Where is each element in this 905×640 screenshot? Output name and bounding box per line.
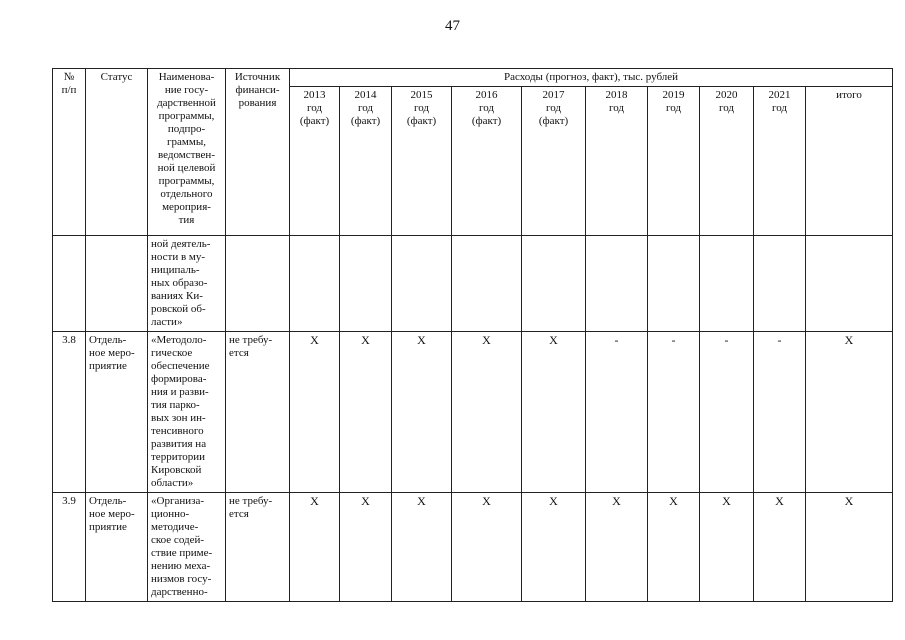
table-header-row <box>53 69 893 87</box>
cell-value: Х <box>290 332 340 493</box>
cell-value: Х <box>648 493 700 602</box>
cell-value <box>452 236 522 332</box>
cell-source <box>226 236 290 332</box>
cell-value: Х <box>586 493 648 602</box>
cell-value: Х <box>340 332 392 493</box>
cell-value <box>754 236 806 332</box>
cell-value <box>700 236 754 332</box>
cell-value <box>340 236 392 332</box>
cell-name: «Методоло- гическое обеспечение формирова- ния и разви- тия парко- вых зон ин- тенсивного развития на территории Кировской области» <box>148 332 226 493</box>
header-year: 2021 год <box>754 87 806 236</box>
cell-value <box>290 236 340 332</box>
cell-value <box>392 236 452 332</box>
header-year: 2016 год (факт) <box>452 87 522 236</box>
header-expenses: Расходы (прогноз, факт), тыс. рублей <box>290 69 893 87</box>
cell-value: Х <box>522 493 586 602</box>
header-year: 2017 год (факт) <box>522 87 586 236</box>
header-status: Статус <box>86 69 148 236</box>
cell-value: Х <box>522 332 586 493</box>
cell-value: - <box>700 332 754 493</box>
cell-value: Х <box>392 493 452 602</box>
header-year: 2020 год <box>700 87 754 236</box>
cell-total: Х <box>806 332 893 493</box>
cell-total <box>806 236 893 332</box>
cell-value: - <box>648 332 700 493</box>
cell-source: не требу- ется <box>226 493 290 602</box>
table-row <box>53 493 893 602</box>
cell-value: Х <box>340 493 392 602</box>
cell-value: Х <box>452 493 522 602</box>
header-year: 2013 год (факт) <box>290 87 340 236</box>
header-year: 2019 год <box>648 87 700 236</box>
cell-name: ной деятель- ности в му- ниципаль- ных образо- ваниях Ки- ровской об- ласти» <box>148 236 226 332</box>
cell-source: не требу- ется <box>226 332 290 493</box>
cell-status: Отдель- ное меро- приятие <box>86 332 148 493</box>
header-year: 2014 год (факт) <box>340 87 392 236</box>
cell-value: Х <box>754 493 806 602</box>
cell-status: Отдель- ное меро- приятие <box>86 493 148 602</box>
header-year: 2018 год <box>586 87 648 236</box>
cell-value <box>522 236 586 332</box>
header-num: № п/п <box>53 69 86 236</box>
cell-value: Х <box>452 332 522 493</box>
cell-value <box>586 236 648 332</box>
cell-value: - <box>754 332 806 493</box>
cell-value: Х <box>392 332 452 493</box>
header-total: итого <box>806 87 893 236</box>
cell-name: «Организа- ционно- методиче- ское содей- ствие приме- нению меха- низмов госу- дарственно- <box>148 493 226 602</box>
cell-status <box>86 236 148 332</box>
header-name: Наименова- ние госу- дарственной программы, подпро- граммы, ведомствен- ной целевой программы, отдельного мероприя- тия <box>148 69 226 236</box>
cell-num: 3.9 <box>53 493 86 602</box>
cell-value: Х <box>700 493 754 602</box>
cell-value <box>648 236 700 332</box>
budget-table <box>52 68 893 602</box>
header-year: 2015 год (факт) <box>392 87 452 236</box>
table-row <box>53 332 893 493</box>
table-row <box>53 236 893 332</box>
cell-value: - <box>586 332 648 493</box>
cell-num <box>53 236 86 332</box>
cell-value: Х <box>290 493 340 602</box>
cell-total: Х <box>806 493 893 602</box>
cell-num: 3.8 <box>53 332 86 493</box>
header-source: Источник финанси- рования <box>226 69 290 236</box>
page-number: 47 <box>445 18 460 34</box>
